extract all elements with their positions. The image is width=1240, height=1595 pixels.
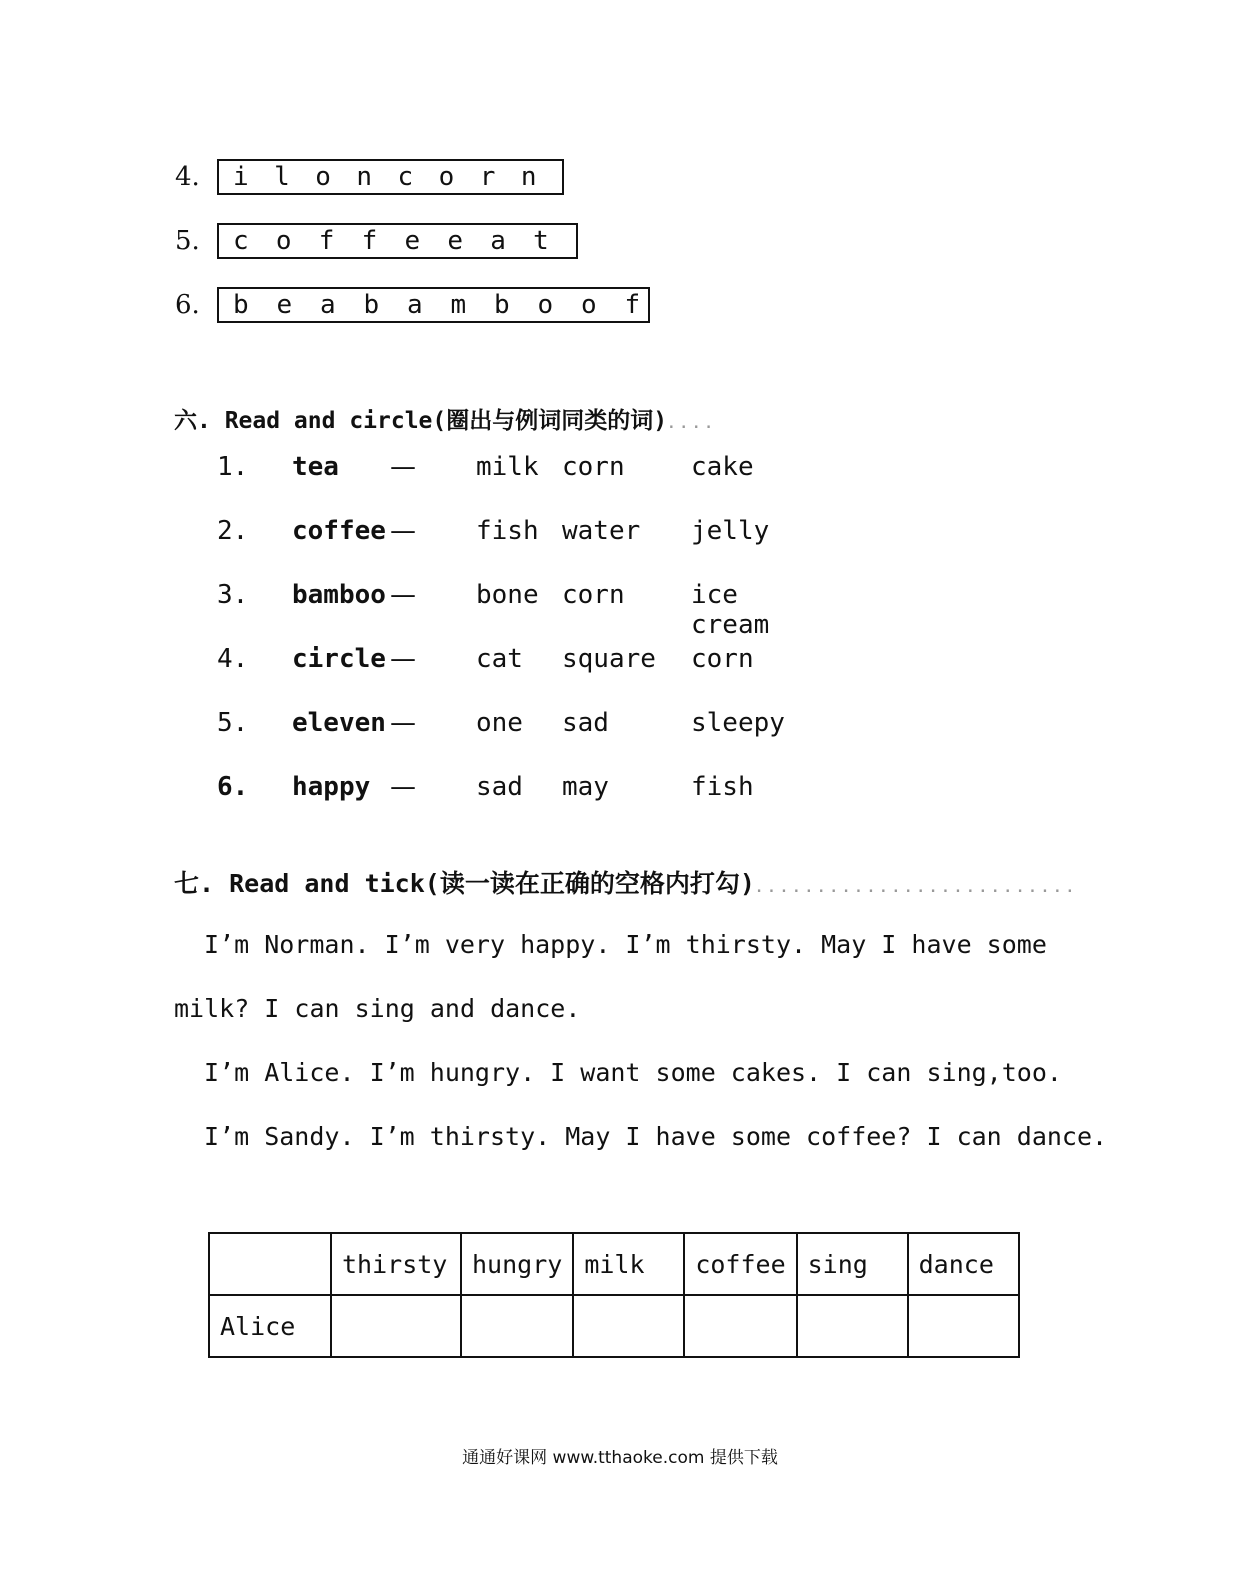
paragraph-sandy: I’m Sandy. I’m thirsty. May I have some coffee? I can dance. (204, 1122, 1108, 1151)
row-number: 2. (217, 516, 249, 546)
dash: — (390, 644, 416, 674)
letter: b (233, 290, 249, 320)
letter: o (537, 290, 554, 320)
letter: b (494, 290, 510, 320)
option-word[interactable]: sad (562, 708, 609, 738)
letter: n (520, 162, 537, 192)
letter: f (624, 290, 641, 320)
letter: a (407, 290, 423, 320)
paragraph-alice: I’m Alice. I’m hungry. I want some cakes. I can sing,too. (204, 1058, 1062, 1087)
option-word[interactable]: corn (691, 644, 754, 674)
letter: r (479, 162, 496, 192)
table-header-row (209, 1233, 1019, 1295)
section-6-title (174, 402, 717, 435)
letter: c (233, 226, 249, 256)
dotted-leader: .......................... (754, 880, 1079, 896)
option-word[interactable]: sleepy (691, 708, 785, 738)
option-word[interactable]: cat (476, 644, 523, 674)
letter-box-row-5 (175, 221, 578, 261)
table-header-cell: thirsty (331, 1233, 461, 1295)
table-row (209, 1295, 1019, 1357)
letter-box (217, 287, 650, 323)
letter-box (217, 159, 564, 195)
option-word[interactable]: corn (562, 580, 625, 610)
letter: t (533, 226, 549, 256)
letter: o (438, 162, 455, 192)
tick-cell[interactable] (331, 1295, 461, 1357)
letter: m (450, 290, 467, 320)
row-number: 5. (217, 708, 249, 738)
tick-cell[interactable] (573, 1295, 684, 1357)
option-word[interactable]: sad (476, 772, 523, 802)
paragraph-norman-cont: milk? I can sing and dance. (174, 994, 581, 1023)
option-word[interactable]: fish (691, 772, 754, 802)
row-number: 3. (217, 580, 249, 610)
option-word[interactable]: may (562, 772, 609, 802)
dash: — (390, 580, 416, 610)
row-number: 4. (217, 644, 249, 674)
letter: l (274, 162, 290, 192)
dash: — (390, 772, 416, 802)
letter: b (363, 290, 380, 320)
table-header-cell: sing (797, 1233, 908, 1295)
section-7-title-text: 七. Read and tick(读一读在正确的空格内打勾) (174, 869, 755, 898)
table-header-cell: hungry (461, 1233, 573, 1295)
letter-box-number: 5. (175, 226, 200, 256)
letter: o (581, 290, 597, 320)
tick-cell[interactable] (797, 1295, 908, 1357)
tick-cell[interactable] (684, 1295, 796, 1357)
option-word[interactable]: one (476, 708, 523, 738)
dash: — (390, 516, 416, 546)
option-word[interactable]: bone (476, 580, 539, 610)
example-word: coffee (292, 516, 386, 546)
row-number: 6. (217, 772, 249, 802)
letter: e (447, 226, 464, 256)
letter: a (320, 290, 336, 320)
letter: o (275, 226, 292, 256)
table-header-cell: coffee (684, 1233, 796, 1295)
letter: o (315, 162, 331, 192)
section-6-title-text: 六. Read and circle(圈出与例词同类的词) (174, 408, 668, 434)
option-word[interactable]: milk (476, 452, 539, 482)
row-number: 1. (217, 452, 249, 482)
dash: — (390, 708, 416, 738)
section-7-title (174, 864, 1078, 900)
letter-box-row-6 (175, 285, 650, 325)
letter: e (404, 226, 421, 256)
option-word[interactable]: ice cream (691, 580, 770, 640)
tick-cell[interactable] (908, 1295, 1019, 1357)
letter: f (361, 226, 378, 256)
letter: n (356, 162, 373, 192)
table-row-label: Alice (209, 1295, 331, 1357)
table-header-cell: dance (908, 1233, 1019, 1295)
option-word[interactable]: cake (691, 452, 754, 482)
option-word[interactable]: fish (476, 516, 539, 546)
letter-box-row-4 (175, 157, 564, 197)
example-word: happy (292, 772, 371, 802)
example-word: circle (292, 644, 386, 674)
dotted-leader: .... (667, 416, 717, 432)
example-word: eleven (292, 708, 386, 738)
letter: a (490, 226, 506, 256)
option-word[interactable]: square (562, 644, 656, 674)
tick-table (208, 1232, 1020, 1358)
page-footer: 通通好课网 www.tthaoke.com 提供下载 (462, 1448, 778, 1468)
letter: f (318, 226, 335, 256)
letter-box (217, 223, 578, 259)
letter: e (276, 290, 293, 320)
table-header-cell: milk (573, 1233, 684, 1295)
letter-box-number: 4. (175, 162, 200, 192)
example-word: bamboo (292, 580, 386, 610)
option-word[interactable]: corn (562, 452, 625, 482)
table-header-cell (209, 1233, 331, 1295)
letter: c (397, 162, 414, 192)
letter: i (233, 162, 249, 192)
option-word[interactable]: jelly (691, 516, 770, 546)
dash: — (390, 452, 416, 482)
paragraph-norman: I’m Norman. I’m very happy. I’m thirsty. May I have some (204, 930, 1047, 959)
tick-cell[interactable] (461, 1295, 573, 1357)
letter-box-number: 6. (175, 290, 200, 320)
option-word[interactable]: water (562, 516, 641, 546)
example-word: tea (292, 452, 339, 482)
